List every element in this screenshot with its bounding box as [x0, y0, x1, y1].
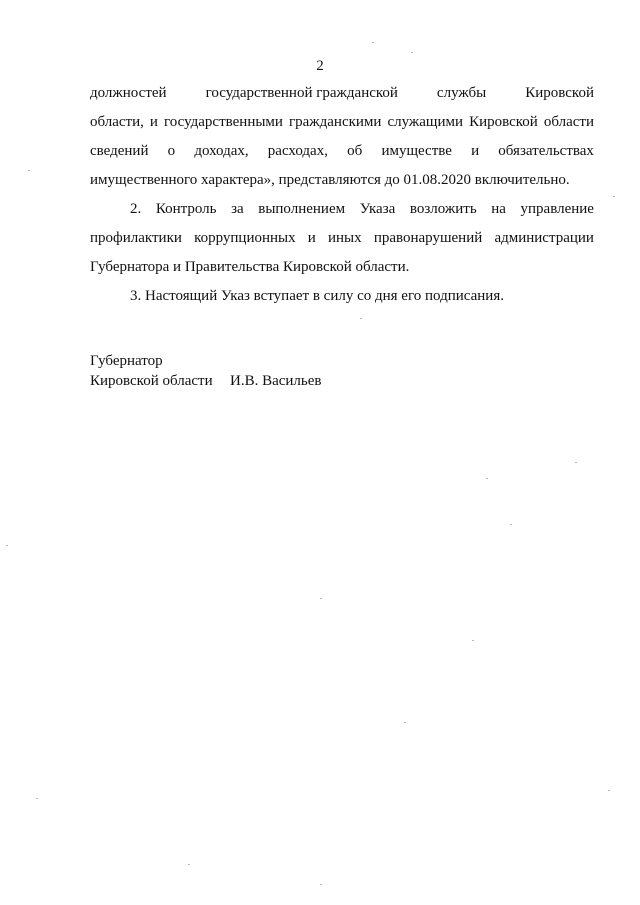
text-line	[90, 142, 594, 160]
word: Указа	[359, 201, 396, 217]
scan-speck	[372, 42, 374, 43]
scan-speck	[411, 52, 413, 53]
word: области,	[90, 114, 144, 130]
scan-speck	[404, 722, 406, 723]
word: области	[543, 114, 594, 130]
signatory-title-line-2: Кировской области	[90, 373, 213, 389]
scan-speck	[36, 798, 38, 799]
word: Кировской	[469, 114, 538, 130]
word: сведений	[90, 143, 149, 159]
word: государственными	[163, 114, 283, 130]
word: возложить	[409, 201, 477, 217]
word: о	[167, 143, 176, 159]
word: имуществе	[381, 143, 452, 159]
word: иных	[328, 230, 362, 246]
word: администрации	[494, 230, 594, 246]
text-line: 3. Настоящий Указ вступает в силу со дня его подписания.	[130, 288, 504, 304]
word: обязательствах	[498, 143, 594, 159]
word: должностей	[90, 85, 167, 101]
text-line: Губернатора и Правительства Кировской области.	[90, 259, 410, 275]
text-line	[90, 200, 594, 218]
word: коррупционных	[194, 230, 296, 246]
word: гражданскими	[288, 114, 382, 130]
scan-speck	[320, 598, 322, 599]
word: и	[307, 230, 316, 246]
text-line: имущественного характера», представляются до 01.08.2020 включительно.	[90, 172, 570, 188]
word: доходах,	[194, 143, 249, 159]
word: управление	[520, 201, 594, 217]
text-line	[90, 113, 594, 131]
word: службы	[436, 85, 487, 101]
scan-speck	[510, 524, 512, 525]
word: и	[149, 114, 158, 130]
scan-speck	[472, 640, 474, 641]
scan-speck	[608, 790, 610, 791]
word: 2.	[130, 201, 142, 217]
word: служащими	[387, 114, 464, 130]
scan-speck	[6, 545, 8, 546]
page-number: 2	[316, 58, 324, 74]
scan-speck	[320, 884, 322, 885]
word: и	[471, 143, 480, 159]
word: государственной гражданской	[205, 85, 398, 101]
word: выполнением	[258, 201, 346, 217]
word: правонарушений	[373, 230, 483, 246]
word: профилактики	[90, 230, 182, 246]
text-line	[90, 229, 594, 247]
scan-speck	[486, 478, 488, 479]
word: Кировской	[525, 85, 594, 101]
word: за	[231, 201, 244, 217]
scan-speck	[188, 864, 190, 865]
scan-speck	[613, 196, 615, 197]
word: на	[491, 201, 506, 217]
text-line	[90, 84, 594, 102]
signatory-name: И.В. Васильев	[230, 373, 322, 389]
signatory-title-line-1: Губернатор	[90, 353, 163, 369]
word: расходах,	[267, 143, 328, 159]
scan-speck	[575, 462, 577, 463]
word: об	[347, 143, 363, 159]
word: Контроль	[155, 201, 217, 217]
scan-speck	[28, 170, 30, 171]
scan-speck	[360, 318, 362, 319]
